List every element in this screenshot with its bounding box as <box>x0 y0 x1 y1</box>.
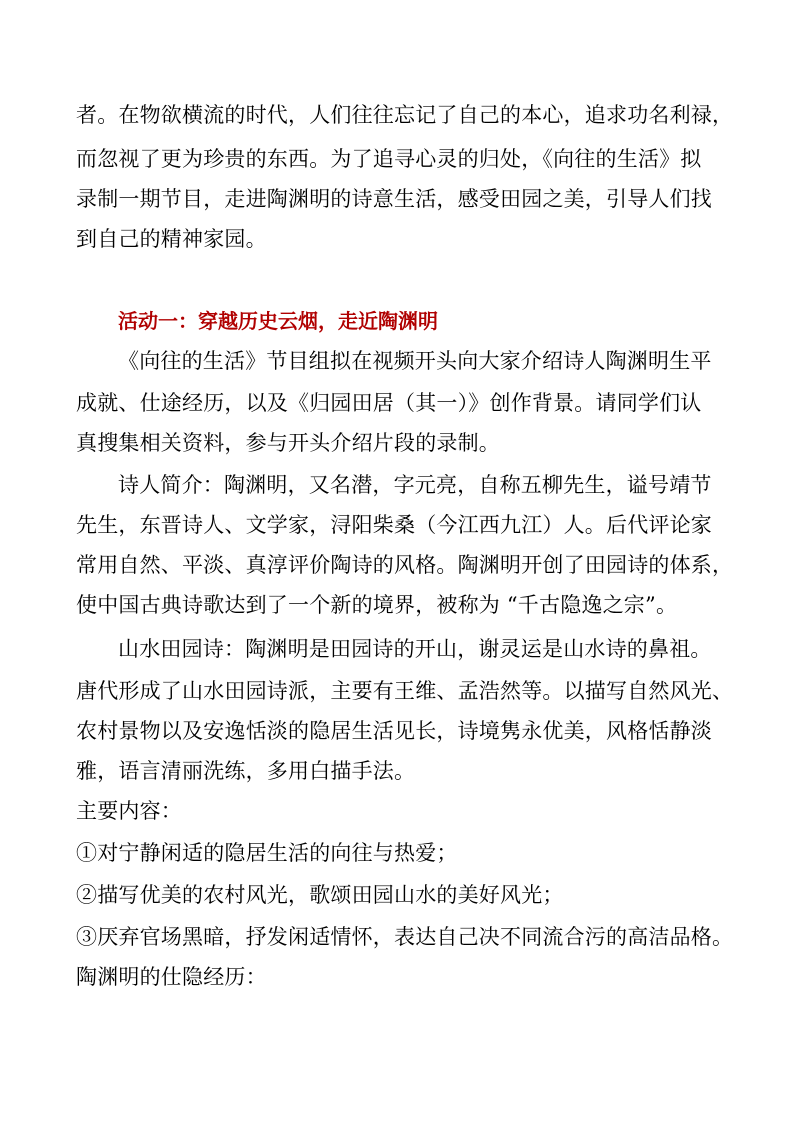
career-label: 陶渊明的仕隐经历： <box>76 965 267 989</box>
intro-line-2: 而忽视了更为珍贵的东西。为了追寻心灵的归处，《向往的生活》拟 <box>76 147 702 171</box>
poet-intro-line-4: 使中国古典诗歌达到了一个新的境界，被称为 “千古隐逸之宗”。 <box>76 593 678 617</box>
poet-intro-line-2: 先生，东晋诗人、文学家，浔阳柴桑（今江西九江）人。后代评论家 <box>76 513 712 537</box>
landscape-poetry-line-1: 山水田园诗：陶渊明是田园诗的开山，谢灵运是山水诗的鼻祖。 <box>118 637 712 661</box>
activity-one-line-2: 成就、仕途经历，以及《归园田居（其一）》创作背景。请同学们认 <box>76 391 702 415</box>
poet-intro-line-3: 常用自然、平淡、真淳评价陶诗的风格。陶渊明开创了田园诗的体系， <box>76 553 734 577</box>
main-content-item-3: ③厌弃官场黑暗，抒发闲适情怀，表达自己决不同流合污的高洁品格。 <box>76 925 734 949</box>
intro-line-1: 者。在物欲横流的时代，人们往往忘记了自己的本心，追求功名利禄， <box>76 103 734 127</box>
activity-one-heading: 活动一：穿越历史云烟，走近陶渊明 <box>118 309 438 333</box>
activity-one-line-1: 《向往的生活》节目组拟在视频开头向大家介绍诗人陶渊明生平 <box>118 349 712 373</box>
main-content-item-1: ①对宁静闲适的隐居生活的向往与热爱； <box>76 841 458 865</box>
activity-one-line-3: 真搜集相关资料，参与开头介绍片段的录制。 <box>76 431 500 455</box>
intro-line-3: 录制一期节目，走进陶渊明的诗意生活，感受田园之美，引导人们找 <box>76 187 712 211</box>
landscape-poetry-line-2: 唐代形成了山水田园诗派，主要有王维、孟浩然等。以描写自然风光、 <box>76 679 734 703</box>
poet-intro-line-1: 诗人简介：陶渊明，又名潜，字元亮，自称五柳先生，谥号靖节 <box>118 473 712 497</box>
landscape-poetry-line-4: 雅，语言清丽洗练，多用白描手法。 <box>76 759 416 783</box>
landscape-poetry-line-3: 农村景物以及安逸恬淡的隐居生活见长，诗境隽永优美，风格恬静淡 <box>76 719 712 743</box>
main-content-label: 主要内容： <box>76 799 182 823</box>
intro-line-4: 到自己的精神家园。 <box>76 227 267 251</box>
main-content-item-2: ②描写优美的农村风光，歌颂田园山水的美好风光； <box>76 883 564 907</box>
